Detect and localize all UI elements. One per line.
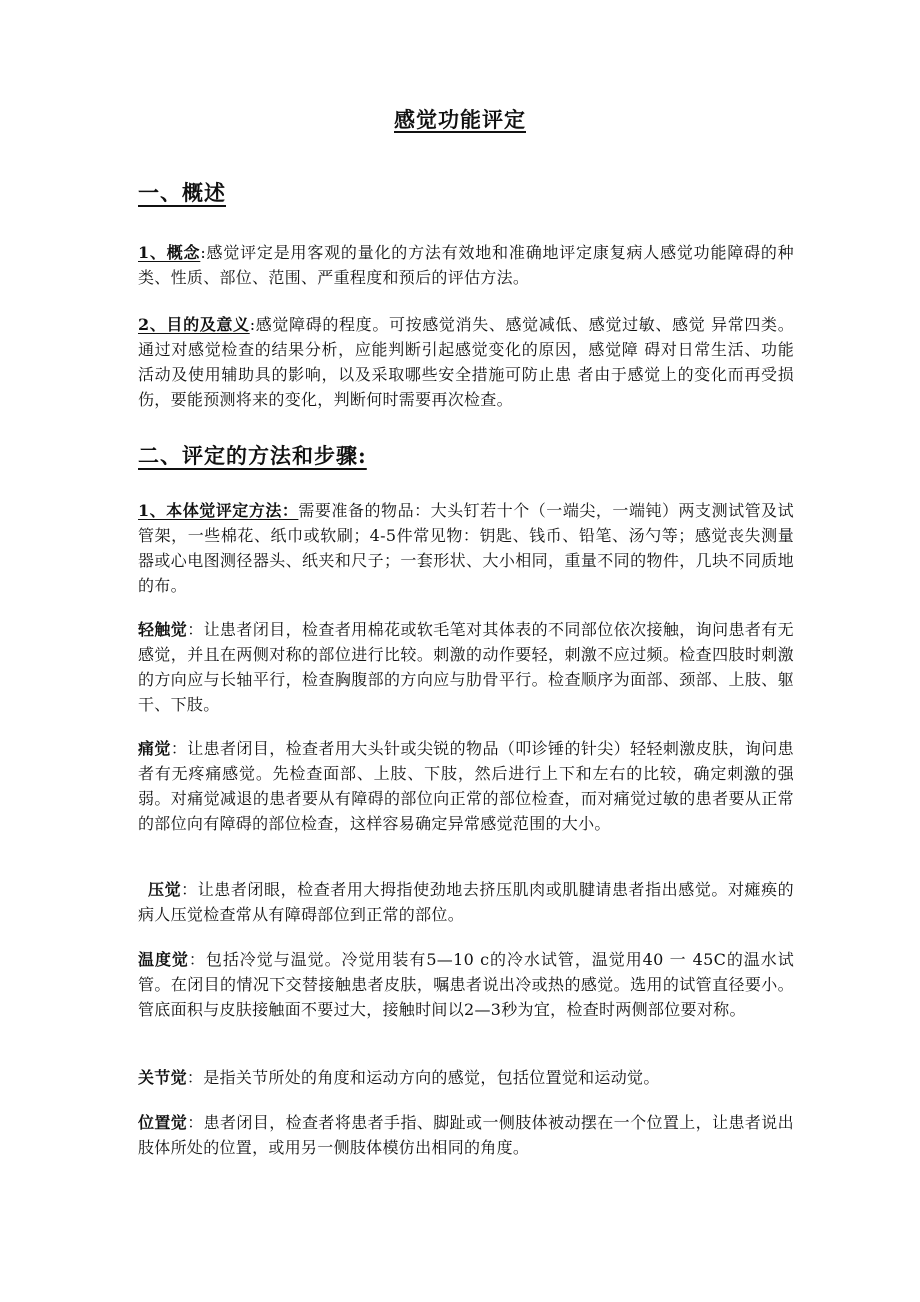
paragraph-proprioception bbox=[138, 498, 794, 598]
concept-label: 1、概念 bbox=[138, 243, 201, 262]
paragraph-light-touch bbox=[138, 617, 794, 717]
pressure-label: 压觉 bbox=[148, 880, 182, 899]
pressure-text: 让患者闭眼，检查者用大拇指使劲地去挤压肌肉或肌腱请患者指出感觉。对瘫痪的病人压觉检查常从有障碍部位到正常的部位。 bbox=[138, 880, 794, 924]
light-touch-label: 轻触觉 bbox=[138, 620, 188, 639]
paragraph-purpose bbox=[138, 312, 794, 412]
joint-sense-label: 关节觉 bbox=[138, 1068, 187, 1087]
position-sense-sep: ： bbox=[187, 1113, 204, 1132]
joint-sense-sep: ： bbox=[186, 1068, 204, 1087]
paragraph-position-sense bbox=[138, 1110, 794, 1160]
paragraph-joint-sense bbox=[138, 1065, 794, 1090]
paragraph-temperature bbox=[138, 947, 794, 1022]
pain-sep: ： bbox=[170, 739, 188, 758]
pressure-sep: ： bbox=[181, 880, 198, 899]
temperature-sep: ： bbox=[188, 950, 206, 969]
joint-sense-text: 是指关节所处的角度和运动方向的感觉，包括位置觉和运动觉。 bbox=[203, 1068, 660, 1087]
pain-label: 痛觉 bbox=[138, 739, 171, 758]
purpose-text: 感觉障碍的程度。可按感觉消失、感觉减低、感觉过敏、感觉 异常四类。通过对感觉检查的结果分析，应能判断引起感觉变化的原因，感觉障 碍对日常生活、功能活动及使用辅助具的影响，以及采取哪些安全措施可防止患 者由于感觉上的变化而再受损伤，要能预测将来的变化，判断何时需要再次检查。 bbox=[138, 315, 794, 409]
paragraph-pain bbox=[138, 736, 794, 836]
paragraph-pressure bbox=[138, 877, 794, 927]
position-sense-text: 患者闭目，检查者将患者手指、脚趾或一侧肢体被动摆在一个位置上，让患者说出肢体所处的位置，或用另一侧肢体模仿出相同的角度。 bbox=[138, 1113, 794, 1157]
temperature-text: 包括冷觉与温觉。冷觉用装有5—10 c的冷水试管，温觉用40 一 45C的温水试管。在闭目的情况下交替接触患者皮肤，嘱患者说出冷或热的感觉。选用的试管直径要小。管底面积与皮肤接触面不要过大，接触时间以2—3秒为宜，检查时两侧部位要对称。 bbox=[138, 950, 794, 1019]
purpose-sep: : bbox=[249, 315, 256, 334]
concept-sep: : bbox=[200, 243, 207, 262]
light-touch-text: 让患者闭目，检查者用棉花或软毛笔对其体表的不同部位依次接触，询问患者有无感觉，并且在两侧对称的部位进行比较。刺激的动作要轻，刺激不应过频。检查四肢时刺激的方向应与长轴平行，检查胸腹部的方向应与肋骨平行。检查顺序为面部、颈部、上肢、躯干、下肢。 bbox=[138, 620, 794, 714]
document-title: 感觉功能评定 bbox=[394, 107, 526, 132]
section-heading-overview: 一、概述 bbox=[138, 180, 226, 205]
temperature-label: 温度觉 bbox=[138, 950, 189, 969]
proprioception-label: 1、本体觉评定方法： bbox=[138, 501, 299, 520]
pain-text: 让患者闭目，检查者用大头针或尖锐的物品（叩诊锤的针尖）轻轻刺激皮肤，询问患者有无疼痛感觉。先检查面部、上肢、下肢，然后进行上下和左右的比较，确定刺激的强弱。对痛觉减退的患者要从有障碍的部位向正常的部位检查，而对痛觉过敏的患者要从正常的部位向有障碍的部位检查，这样容易确定异常感觉范围的大小。 bbox=[138, 739, 794, 833]
paragraph-concept bbox=[138, 240, 794, 290]
light-touch-sep: ： bbox=[187, 620, 204, 639]
section-heading-methods: 二、评定的方法和步骤: bbox=[138, 443, 367, 468]
purpose-label: 2、目的及意义 bbox=[138, 315, 250, 334]
proprioception-text: 需要准备的物品：大头钉若十个（一端尖，一端钝）两支测试管及试管架，一些棉花、纸巾或软刷；4-5件常见物：钥匙、钱币、铅笔、汤勺等；感觉丧失测量器或心电图测径器头、纸夹和尺子；一套形状、大小相同，重量不同的物件，几块不同质地的布。 bbox=[138, 501, 794, 595]
concept-text: 感觉评定是用客观的量化的方法有效地和准确地评定康复病人感觉功能障碍的种类、性质、部位、范围、严重程度和预后的评估方法。 bbox=[138, 243, 794, 287]
position-sense-label: 位置觉 bbox=[138, 1113, 188, 1132]
